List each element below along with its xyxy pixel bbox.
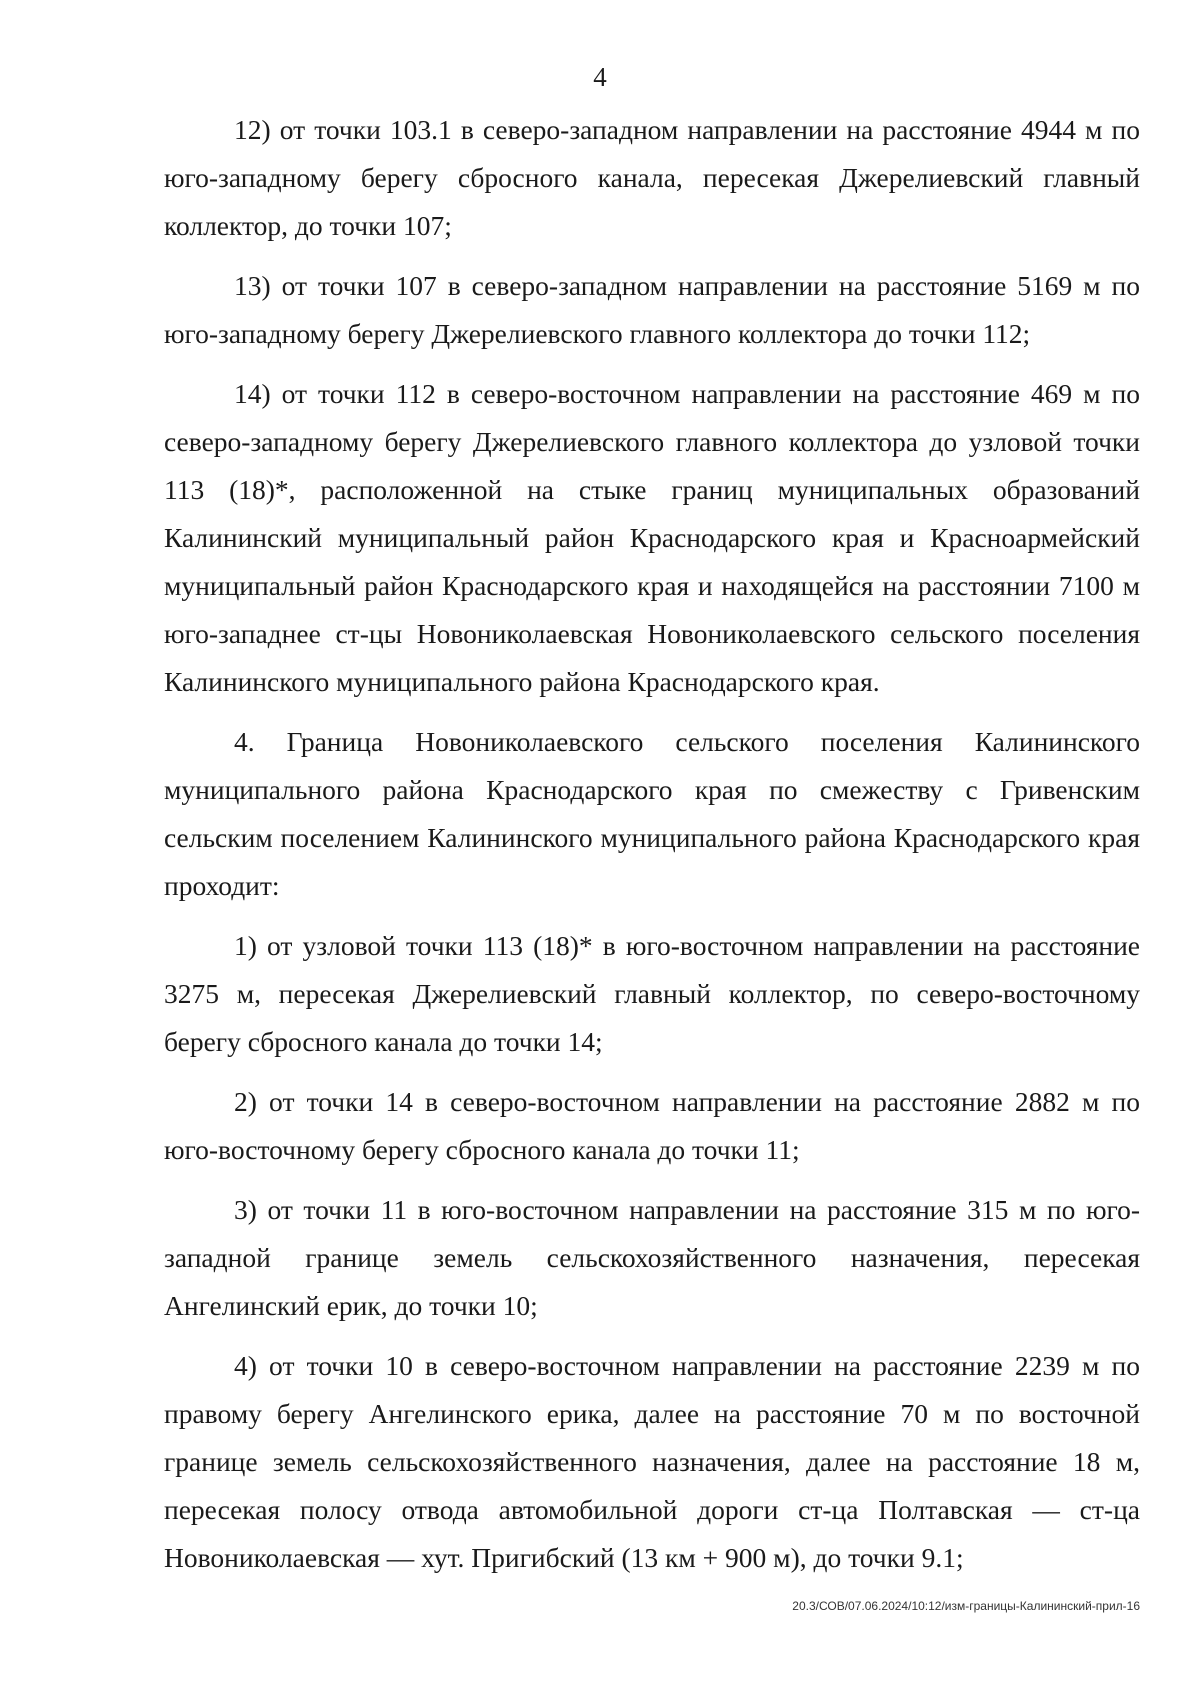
paragraph-item-12: 12) от точки 103.1 в северо-западном направлении на расстояние 4944 м по юго-западному берегу сбросного канала, пересекая Джерелиевский главный коллектор, до точки 107;: [164, 114, 1140, 241]
page-number: 4: [593, 62, 607, 92]
paragraph-item-2: 2) от точки 14 в северо-восточном направлении на расстояние 2882 м по юго-восточному берегу сбросного канала до точки 11;: [164, 1086, 1140, 1165]
paragraph-item-13: 13) от точки 107 в северо-западном направлении на расстояние 5169 м по юго-западному берегу Джерелиевского главного коллектора до точки 112;: [164, 270, 1140, 349]
paragraph-item-14: 14) от точки 112 в северо-восточном направлении на расстояние 469 м по северо-западному берегу Джерелиевского главного коллектора до узловой точки 113 (18)*, расположенной на стыке границ муниципальных образований Калининский муниципальный район Краснодарского края и Красноармейский муниципальный район Краснодарского края и находящейся на расстоянии 7100 м юго-западнее ст-цы Новониколаевская Новониколаевского сельского поселения Калининского муниципального района Краснодарского края.: [164, 378, 1140, 697]
paragraph-item-4: 4) от точки 10 в северо-восточном направлении на расстояние 2239 м по правому берегу Ангелинского ерика, далее на расстояние 70 м по восточной границе земель сельскохозяйственного назначения, далее на расстояние 18 м, пересекая полосу отвода автомобильной дороги ст-ца Полтавская — ст-ца Новониколаевская — хут. Пригибский (13 км + 900 м), до точки 9.1;: [164, 1350, 1140, 1573]
section-4-heading-paragraph: 4. Граница Новониколаевского сельского поселения Калининского муниципального района Краснодарского края по смежеству с Гривенским сельским поселением Калининского муниципального района Краснодарского края проходит:: [164, 726, 1140, 901]
document-body: [164, 106, 1140, 1582]
paragraph-item-3: 3) от точки 11 в юго-восточном направлении на расстояние 315 м по юго-западной границе земель сельскохозяйственного назначения, пересекая Ангелинский ерик, до точки 10;: [164, 1194, 1140, 1321]
paragraph-item-1: 1) от узловой точки 113 (18)* в юго-восточном направлении на расстояние 3275 м, пересекая Джерелиевский главный коллектор, по северо-восточному берегу сбросного канала до точки 14;: [164, 930, 1140, 1057]
document-footer-code: 20.3/СОВ/07.06.2024/10:12/изм-границы-Калининский-прил-16: [792, 1599, 1140, 1613]
